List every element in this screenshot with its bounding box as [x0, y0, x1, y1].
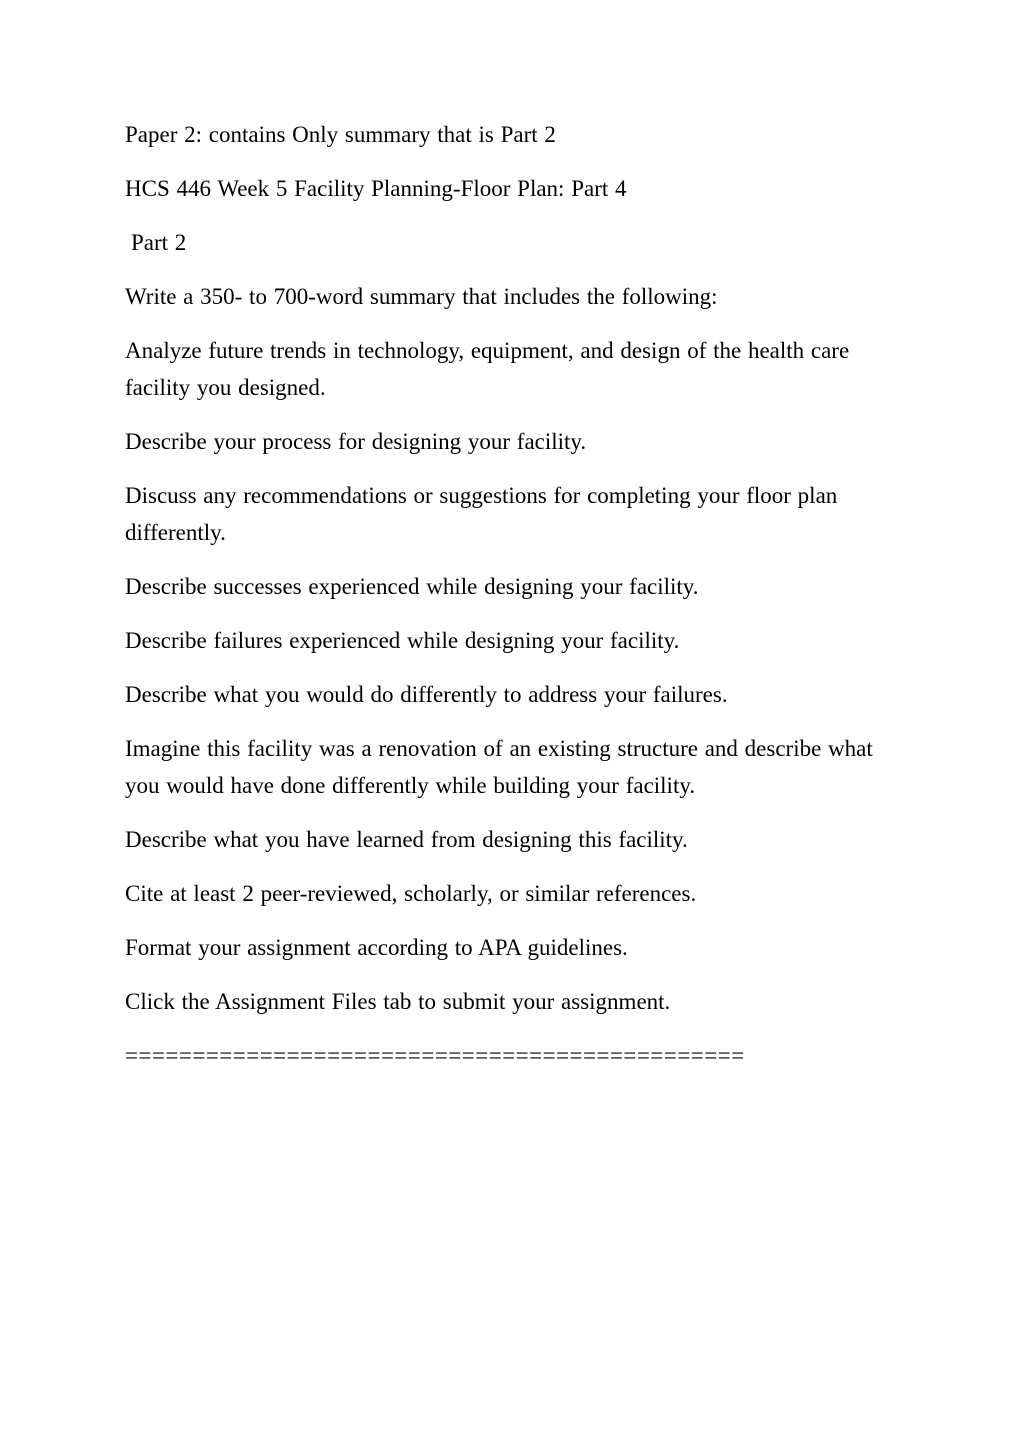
- document-content: [125, 116, 873, 1091]
- paragraph-course-title: HCS 446 Week 5 Facility Planning-Floor Plan: Part 4: [125, 176, 627, 201]
- paragraph-paper2-note: Paper 2: contains Only summary that is Part 2: [125, 122, 556, 147]
- paragraph-summary-instruction: Write a 350- to 700-word summary that includes the following:: [125, 284, 718, 309]
- paragraph-describe-failures: Describe failures experienced while designing your facility.: [125, 628, 680, 653]
- paragraph-cite-references: Cite at least 2 peer-reviewed, scholarly, or similar references.: [125, 881, 697, 906]
- separator-line: ==============================================: [125, 1043, 745, 1068]
- paragraph-describe-process: Describe your process for designing your facility.: [125, 429, 587, 454]
- paragraph-address-failures: Describe what you would do differently to address your failures.: [125, 682, 728, 707]
- paragraph-describe-successes: Describe successes experienced while designing your facility.: [125, 574, 699, 599]
- paragraph-apa-format: Format your assignment according to APA guidelines.: [125, 935, 628, 960]
- paragraph-part2-heading: Part 2: [131, 230, 187, 255]
- paragraph-submit-assignment: Click the Assignment Files tab to submit your assignment.: [125, 989, 671, 1014]
- paragraph-analyze-trends: Analyze future trends in technology, equipment, and design of the health care facility you designed.: [125, 338, 850, 400]
- paragraph-discuss-recommendations: Discuss any recommendations or suggestions for completing your floor plan differently.: [125, 483, 838, 545]
- paragraph-imagine-renovation: Imagine this facility was a renovation of an existing structure and describe what you would have done differently while building your facility.: [125, 736, 873, 798]
- paragraph-lessons-learned: Describe what you have learned from designing this facility.: [125, 827, 688, 852]
